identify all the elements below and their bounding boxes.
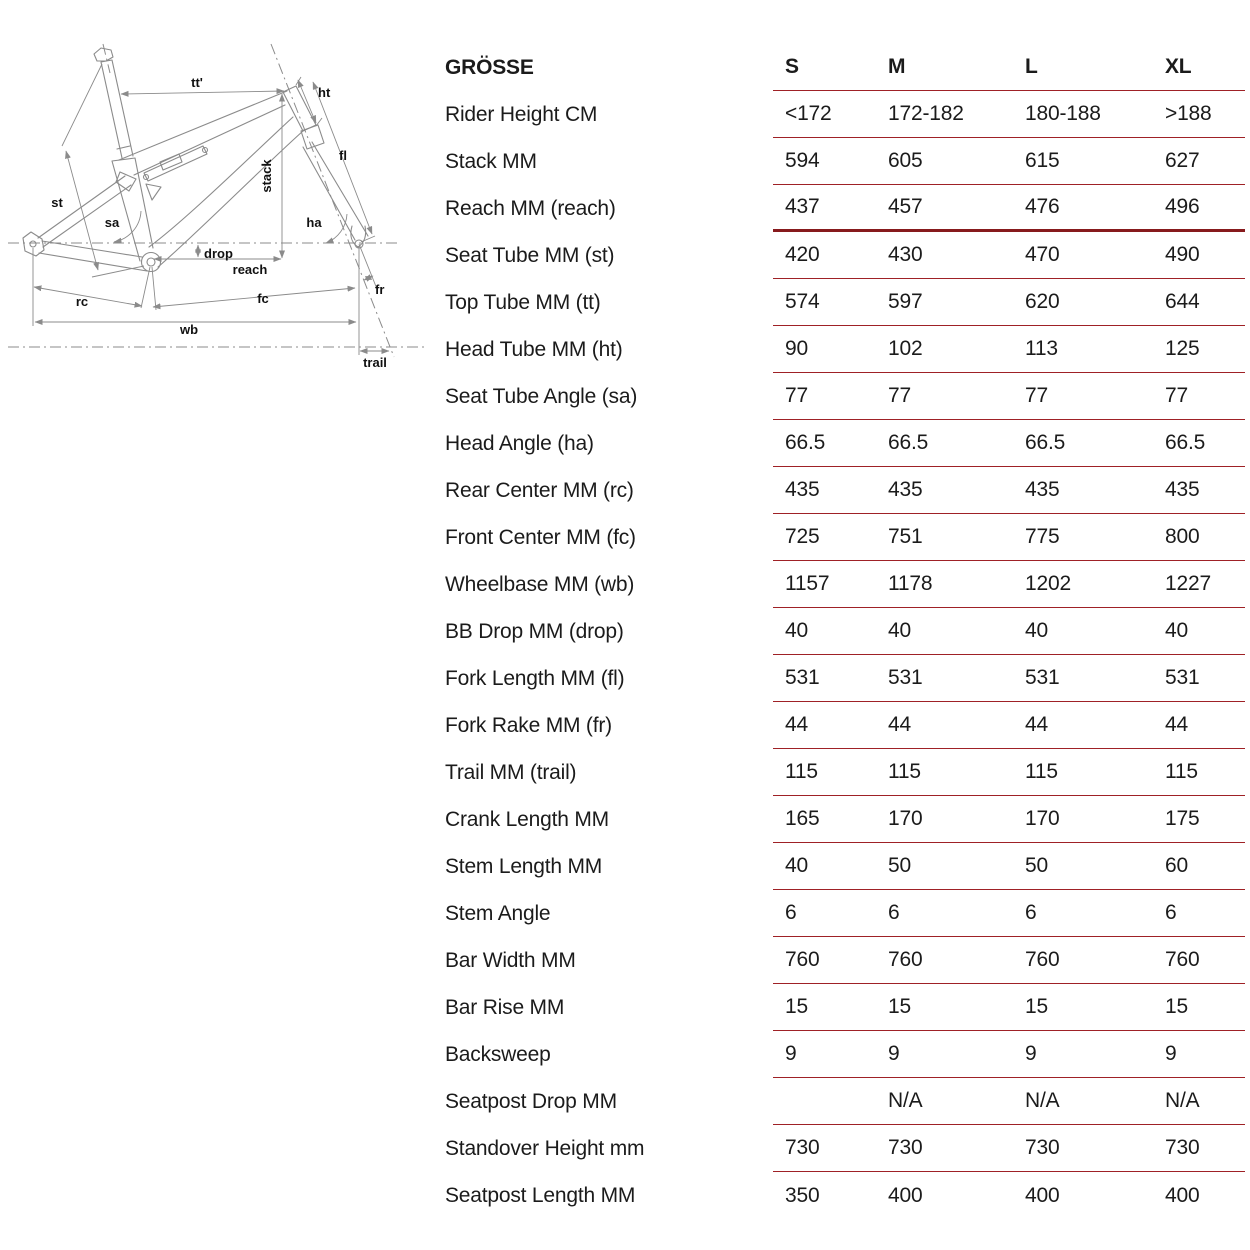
value-cell: 180-188 (1025, 102, 1101, 125)
table-row (445, 890, 1245, 937)
label-ht: ht (318, 85, 331, 100)
value-cell: 66.5 (1025, 431, 1066, 454)
row-label: Fork Rake MM (fr) (445, 713, 612, 737)
col-header-m: M (888, 55, 906, 78)
value-cell: 476 (1025, 195, 1060, 218)
row-values (773, 1078, 1245, 1125)
value-cell: 40 (785, 854, 808, 877)
value-cell: 50 (1025, 854, 1048, 877)
table-row (445, 1031, 1245, 1078)
row-values (773, 937, 1245, 984)
label-trail: trail (363, 355, 387, 370)
fc-dimension (153, 288, 355, 307)
table-row (445, 749, 1245, 796)
value-cell: 40 (888, 619, 911, 642)
value-cell: 1178 (888, 572, 933, 595)
row-label: Trail MM (trail) (445, 760, 577, 784)
label-wb: wb (179, 322, 199, 337)
value-cell: 40 (785, 619, 808, 642)
label-st: st (51, 195, 63, 210)
label-sa: sa (104, 215, 120, 230)
row-label: Bar Width MM (445, 948, 576, 972)
table-row (445, 843, 1245, 890)
row-label: Seatpost Length MM (445, 1183, 636, 1207)
value-cell: 597 (888, 290, 923, 313)
label-fc: fc (257, 291, 269, 306)
value-cell: 66.5 (1165, 431, 1206, 454)
row-values (773, 1172, 1245, 1219)
value-cell: 115 (1025, 760, 1058, 783)
row-label: Seat Tube MM (st) (445, 243, 615, 267)
value-cell: 172-182 (888, 102, 964, 125)
st-dimension (66, 151, 98, 270)
value-cell: 470 (1025, 243, 1060, 266)
label-drop: drop (204, 246, 233, 261)
label-reach: reach (232, 262, 268, 277)
row-label: Front Center MM (fc) (445, 525, 636, 549)
value-cell: 620 (1025, 290, 1060, 313)
table-row (445, 514, 1245, 561)
value-cell: 725 (785, 525, 820, 548)
row-values (773, 326, 1245, 373)
value-cell: 594 (785, 149, 820, 172)
row-values (773, 749, 1245, 796)
row-label: Stem Length MM (445, 854, 603, 878)
value-cell: 760 (1025, 948, 1060, 971)
value-cell: 77 (1165, 384, 1188, 407)
value-cell: 531 (888, 666, 923, 689)
value-cell: 170 (888, 807, 923, 830)
label-fr: fr (375, 282, 385, 297)
value-cell: 1157 (785, 572, 830, 595)
value-cell: 627 (1165, 149, 1200, 172)
value-cell: 775 (1025, 525, 1060, 548)
row-label: Top Tube MM (tt) (445, 290, 601, 314)
value-cell: 800 (1165, 525, 1200, 548)
header-values (773, 44, 1245, 91)
label-ha: ha (306, 215, 322, 230)
value-cell: 44 (785, 713, 808, 736)
geometry-table (445, 44, 1245, 1219)
value-cell: 435 (785, 478, 820, 501)
value-cell: 115 (888, 760, 921, 783)
value-cell: 531 (785, 666, 820, 689)
row-values (773, 702, 1245, 749)
row-label: BB Drop MM (drop) (445, 619, 624, 643)
tt-dimension (121, 91, 284, 94)
value-cell: 531 (1165, 666, 1200, 689)
value-cell: 6 (1165, 901, 1177, 924)
label-tt: tt' (191, 75, 203, 90)
row-label: Stack MM (445, 149, 537, 173)
table-row (445, 232, 1245, 279)
value-cell: 420 (785, 243, 820, 266)
value-cell: 15 (888, 995, 911, 1018)
label-fl: fl (339, 148, 347, 163)
value-cell: 751 (888, 525, 923, 548)
table-row (445, 1172, 1245, 1219)
table-row (445, 91, 1245, 138)
row-label: Rider Height CM (445, 102, 598, 126)
table-row (445, 185, 1245, 232)
value-cell: 6 (785, 901, 797, 924)
value-cell: 44 (1025, 713, 1048, 736)
row-label: Seatpost Drop MM (445, 1089, 617, 1113)
value-cell: 605 (888, 149, 923, 172)
value-cell: 430 (888, 243, 923, 266)
table-row (445, 467, 1245, 514)
value-cell: 44 (1165, 713, 1188, 736)
row-values (773, 91, 1245, 138)
value-cell: 115 (1165, 760, 1198, 783)
value-cell: 15 (1165, 995, 1188, 1018)
value-cell: 644 (1165, 290, 1200, 313)
label-stack: stack (259, 159, 274, 193)
value-cell: 760 (1165, 948, 1200, 971)
row-label: Crank Length MM (445, 807, 609, 831)
axis-lines (8, 44, 424, 357)
row-label: Rear Center MM (rc) (445, 478, 634, 502)
value-cell: 400 (888, 1183, 923, 1207)
value-cell: 531 (1025, 666, 1060, 689)
value-cell: 457 (888, 195, 923, 218)
value-cell: N/A (1025, 1089, 1060, 1112)
row-label: Fork Length MM (fl) (445, 666, 625, 690)
value-cell: 15 (1025, 995, 1048, 1018)
value-cell: 574 (785, 290, 820, 313)
value-cell: 15 (785, 995, 808, 1018)
row-values (773, 232, 1245, 279)
row-label: Wheelbase MM (wb) (445, 572, 635, 596)
table-row (445, 373, 1245, 420)
value-cell: 435 (1025, 478, 1060, 501)
row-values (773, 1031, 1245, 1078)
row-values (773, 279, 1245, 326)
value-cell: 730 (1025, 1136, 1060, 1159)
table-row (445, 608, 1245, 655)
row-label: Backsweep (445, 1042, 551, 1066)
row-values (773, 185, 1245, 232)
value-cell: 102 (888, 337, 923, 360)
value-cell: 9 (1025, 1042, 1037, 1065)
row-values (773, 1125, 1245, 1172)
row-label: Head Tube MM (ht) (445, 337, 623, 361)
table-row (445, 796, 1245, 843)
ht-dimension (298, 80, 316, 123)
row-label: Stem Angle (445, 901, 551, 925)
row-values (773, 373, 1245, 420)
value-cell: 9 (1165, 1042, 1177, 1065)
value-cell: 66.5 (888, 431, 929, 454)
value-cell: 760 (785, 948, 820, 971)
value-cell: 615 (1025, 149, 1060, 172)
value-cell: 730 (888, 1136, 923, 1159)
row-label: Reach MM (reach) (445, 196, 616, 220)
table-row (445, 655, 1245, 702)
row-values (773, 420, 1245, 467)
value-cell: 760 (888, 948, 923, 971)
row-values (773, 655, 1245, 702)
table-row (445, 1078, 1245, 1125)
row-values (773, 514, 1245, 561)
value-cell: 77 (785, 384, 808, 407)
value-cell: N/A (888, 1089, 923, 1112)
value-cell: 730 (785, 1136, 820, 1159)
row-values (773, 984, 1245, 1031)
table-row (445, 937, 1245, 984)
row-label: Standover Height mm (445, 1136, 645, 1160)
row-values (773, 890, 1245, 937)
table-row (445, 561, 1245, 608)
table-row (445, 138, 1245, 185)
fr-dimension (364, 276, 373, 280)
table-row (445, 326, 1245, 373)
row-values (773, 796, 1245, 843)
col-header-l: L (1025, 55, 1038, 78)
table-header-row (445, 44, 1245, 91)
col-header-xl: XL (1165, 55, 1192, 78)
value-cell: 6 (888, 901, 900, 924)
value-cell: 40 (1165, 619, 1188, 642)
value-cell: 496 (1165, 195, 1200, 218)
table-row (445, 279, 1245, 326)
value-cell: 6 (1025, 901, 1037, 924)
value-cell: 435 (1165, 478, 1200, 501)
value-cell: 437 (785, 195, 820, 218)
table-row (445, 420, 1245, 467)
bike-geometry-diagram (0, 30, 430, 380)
value-cell: 350 (785, 1183, 820, 1207)
value-cell: 170 (1025, 807, 1060, 830)
row-values (773, 843, 1245, 890)
value-cell: 165 (785, 807, 820, 830)
value-cell: 9 (785, 1042, 797, 1065)
value-cell: 113 (1025, 337, 1058, 360)
value-cell: >188 (1165, 102, 1212, 125)
row-values (773, 467, 1245, 514)
value-cell: 77 (1025, 384, 1048, 407)
value-cell: 490 (1165, 243, 1200, 266)
value-cell: 77 (888, 384, 911, 407)
value-cell: 9 (888, 1042, 900, 1065)
row-values (773, 561, 1245, 608)
table-row (445, 702, 1245, 749)
value-cell: 400 (1025, 1183, 1060, 1207)
row-label: Head Angle (ha) (445, 431, 594, 455)
value-cell: 60 (1165, 854, 1188, 877)
row-values (773, 608, 1245, 655)
table-row (445, 1125, 1245, 1172)
value-cell: 400 (1165, 1183, 1200, 1207)
value-cell: 44 (888, 713, 911, 736)
value-cell: 125 (1165, 337, 1200, 360)
col-header-s: S (785, 55, 799, 78)
value-cell: 66.5 (785, 431, 826, 454)
value-cell: 40 (1025, 619, 1048, 642)
value-cell: 730 (1165, 1136, 1200, 1159)
geometry-table-rows (445, 91, 1245, 1219)
value-cell: 1227 (1165, 572, 1211, 595)
value-cell: <172 (785, 102, 832, 125)
value-cell: N/A (1165, 1089, 1200, 1112)
value-cell: 1202 (1025, 572, 1071, 595)
value-cell: 175 (1165, 807, 1200, 830)
value-cell: 50 (888, 854, 911, 877)
row-label: Bar Rise MM (445, 995, 565, 1019)
value-cell: 435 (888, 478, 923, 501)
value-cell: 115 (785, 760, 818, 783)
label-rc: rc (75, 294, 89, 309)
row-values (773, 138, 1245, 185)
size-column-title: GRÖSSE (445, 55, 534, 79)
table-row (445, 984, 1245, 1031)
row-label: Seat Tube Angle (sa) (445, 384, 638, 408)
value-cell: 90 (785, 337, 808, 360)
